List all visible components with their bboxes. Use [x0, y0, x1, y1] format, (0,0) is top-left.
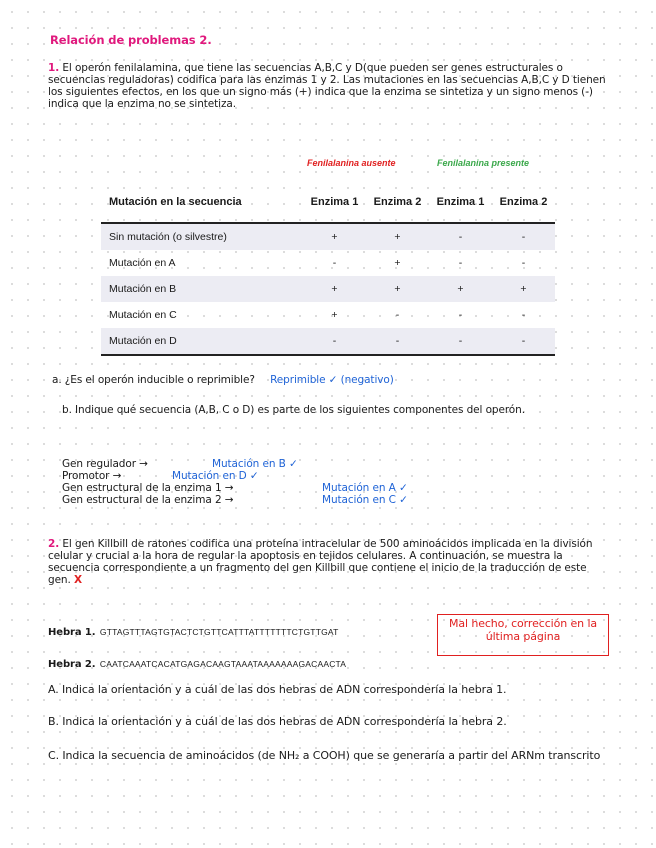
table-header-cell: Enzima 2 [492, 182, 555, 223]
table-cell: - [521, 257, 526, 269]
wrong-mark: X [73, 574, 82, 586]
table-cell: Mutación en C [109, 309, 177, 321]
page-title: Relación de problemas 2. [50, 33, 212, 47]
list-item [62, 458, 622, 470]
table-cell: Sin mutación (o silvestre) [101, 223, 303, 250]
strand-2 [48, 654, 346, 672]
table-cell: + [366, 223, 429, 250]
problem2-number: 2. [48, 538, 60, 550]
strand-1-label: Hebra 1. [48, 627, 96, 638]
list-item [62, 494, 622, 506]
present-label: Fenilalanina presente [437, 158, 530, 168]
table-cell: - [395, 309, 400, 321]
component-answer: Mutación en C ✓ [322, 494, 408, 506]
table-cell: - [492, 328, 555, 355]
table-cell: + [394, 257, 401, 269]
strand-2-label: Hebra 2. [48, 659, 96, 670]
table-cell: Mutación en B [101, 276, 303, 302]
table-header-cell: Enzima 1 [429, 182, 492, 223]
problem2-text: El gen Killbill de ratones codifica una proteína intracelular de 500 aminoácidos implicada en la división celular y crucial a la hora de regular la apoptosis en tejidos celulares. A continuación, se muestra la secuencia correspondiente a un fragmento del gen Killbill que contiene el inicio de la traducción de este gen. [48, 538, 593, 586]
table-cell: - [492, 223, 555, 250]
table-cell: Mutación en D [101, 328, 303, 355]
table-cell: + [303, 223, 366, 250]
list-item [62, 470, 622, 482]
table-row [101, 328, 555, 355]
table-cell: - [429, 223, 492, 250]
table-cell: + [303, 276, 366, 302]
problem2-statement [48, 538, 610, 586]
table-cell: - [458, 309, 463, 321]
list-item [62, 482, 622, 494]
table-cell: - [458, 257, 463, 269]
absent-label: Fenilalanina ausente [307, 158, 396, 168]
table-cell: + [429, 276, 492, 302]
component-label: Promotor → [62, 470, 122, 482]
question-2a: A. Indica la orientación y a cuál de las dos hebras de ADN correspondería la hebra 1. [48, 683, 507, 696]
mutation-table [101, 182, 555, 356]
table-header-cell: Enzima 2 [366, 182, 429, 223]
table-cell: - [521, 309, 526, 321]
table-cell: + [492, 276, 555, 302]
table-cell: - [332, 257, 337, 269]
question-a-text: a. ¿Es el operón inducible o reprimible? [52, 374, 255, 386]
table-cell: - [303, 328, 366, 355]
question-2c: C. Indica la secuencia de aminoácidos (de NH₂ a COOH) que se generaría a partir del ARNm transcrito [48, 749, 601, 762]
problem1-statement [48, 62, 608, 110]
question-2b: B. Indica la orientación y a cuál de las dos hebras de ADN correspondería la hebra 2. [48, 715, 507, 728]
table-cell: - [429, 328, 492, 355]
table-cell: Mutación en A [109, 257, 176, 269]
table-header [101, 182, 555, 223]
table-row [101, 276, 555, 302]
component-answer: Mutación en B ✓ [212, 458, 298, 470]
table-row [101, 223, 555, 250]
problem1-number: 1. [48, 62, 60, 74]
strand-1 [48, 622, 339, 640]
component-answer: Mutación en D ✓ [172, 470, 259, 482]
component-answer: Mutación en A ✓ [322, 482, 408, 494]
component-label: Gen estructural de la enzima 1 → [62, 482, 234, 494]
question-a [52, 374, 612, 386]
table-header-cell: Enzima 1 [303, 182, 366, 223]
strand-1-sequence: GTTAGTTTAGTGTACTCTGTTCATTTATTTTTTTCTGTTGAT [99, 627, 339, 637]
component-label: Gen regulador → [62, 458, 148, 470]
strand-2-sequence: CAATCAAATCACATGAGACAAGTAAATAAAAAAAGACAACTA [99, 659, 347, 669]
table-cell: + [366, 276, 429, 302]
correction-note: Mal hecho, corrección en la última página [437, 614, 609, 656]
problem1-text: El operón fenilalamina, que tiene las secuencias A,B,C y D(que pueden ser genes estructurales o secuencias reguladoras) codifica para las enzimas 1 y 2. Las mutaciones en las secuencias A,B,C y D tienen los siguientes efectos, en los que un signo más (+) indica que la enzima se sintetiza y un signo menos (-) indica que la enzima no se sintetiza. [48, 62, 606, 110]
table-cell: + [331, 309, 338, 321]
table-cell: - [366, 328, 429, 355]
answer-b-list [62, 458, 622, 506]
table-row [101, 250, 555, 276]
table-row [101, 302, 555, 328]
question-b-text: b. Indique qué secuencia (A,B, C o D) es parte de los siguientes componentes del operón. [62, 404, 525, 416]
component-label: Gen estructural de la enzima 2 → [62, 494, 234, 506]
answer-a: Reprimible ✓ (negativo) [270, 374, 394, 386]
table-header-cell: Mutación en la secuencia [101, 182, 303, 223]
